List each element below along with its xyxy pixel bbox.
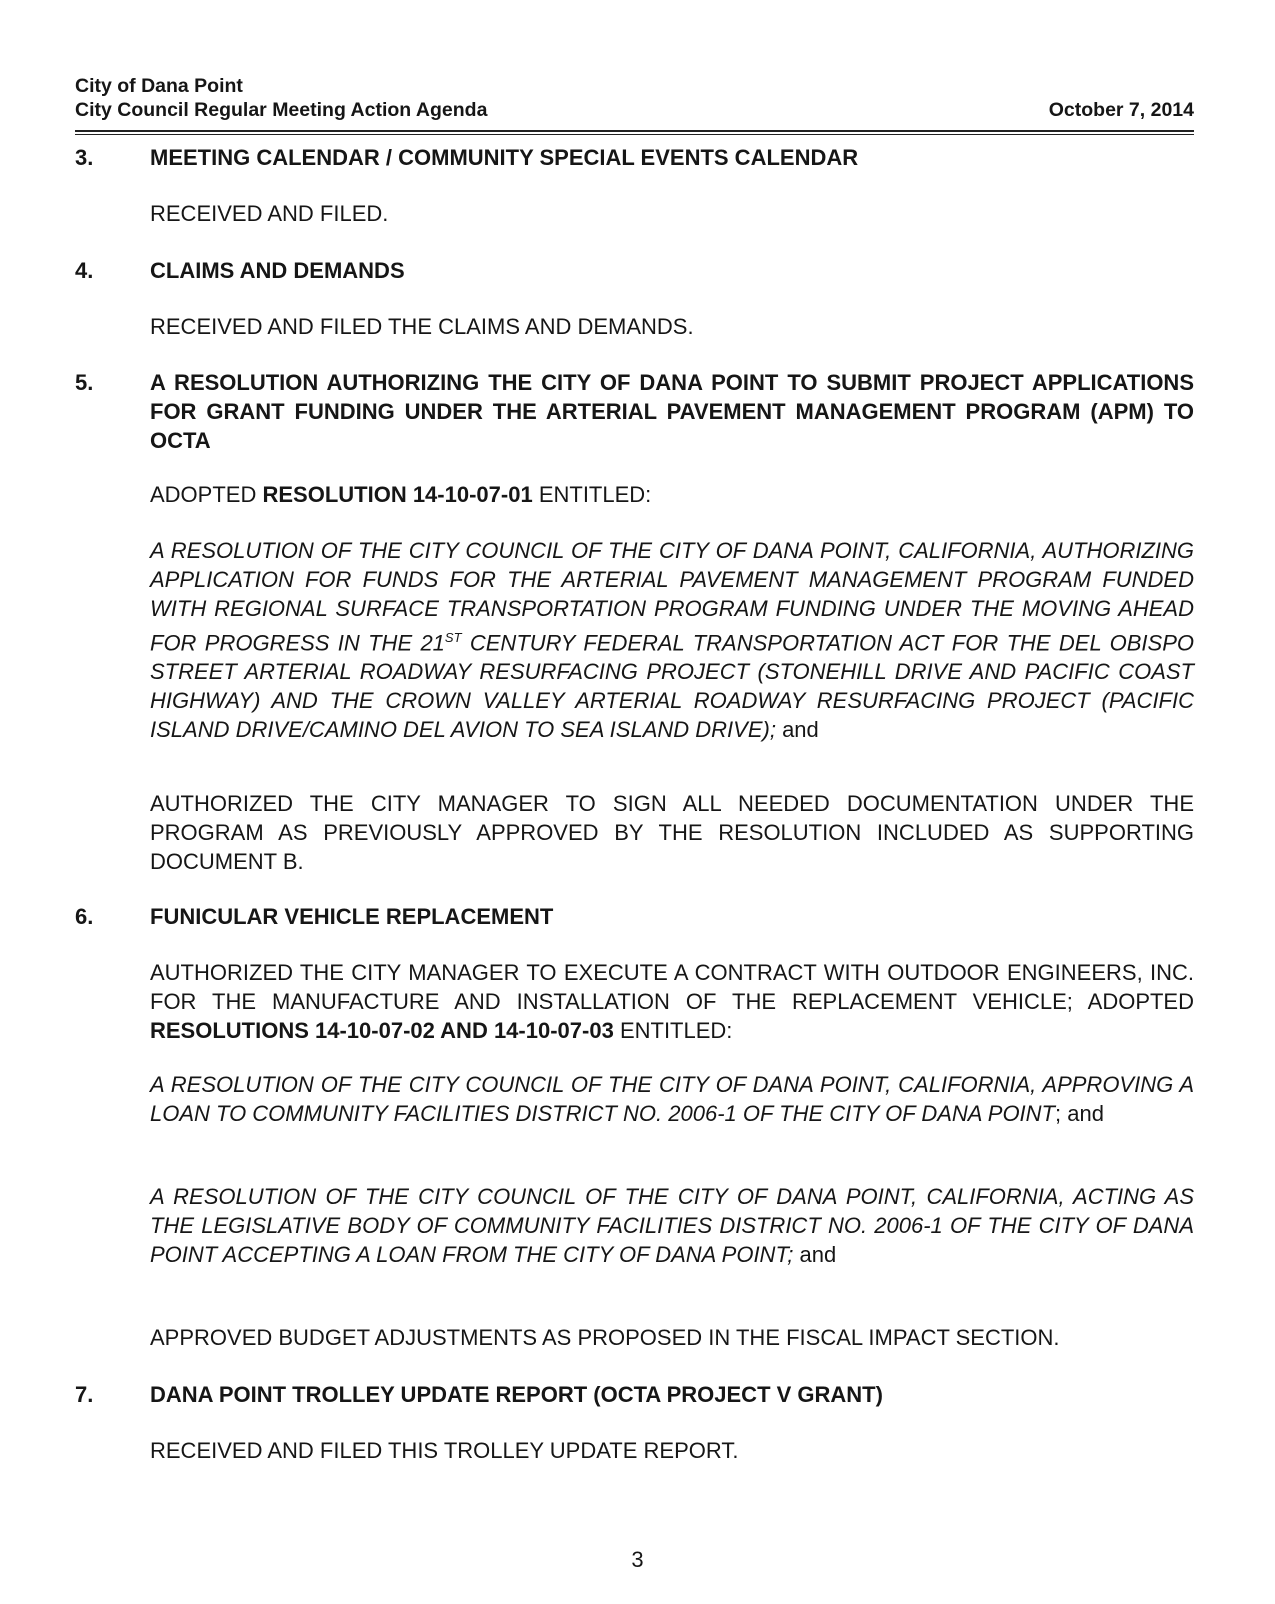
resolution-numbers: RESOLUTIONS 14-10-07-02 AND 14-10-07-03 xyxy=(150,1018,614,1043)
item-budget-6: APPROVED BUDGET ADJUSTMENTS AS PROPOSED IN THE FISCAL IMPACT SECTION. xyxy=(150,1325,1060,1350)
ordinal-suffix: ST xyxy=(444,630,462,645)
resolution-title-2 xyxy=(150,1182,1194,1269)
header-rule-thin xyxy=(75,134,1194,135)
item-action-6 xyxy=(150,958,1194,1045)
header-org: City of Dana Point xyxy=(75,75,243,97)
header-title: City Council Regular Meeting Action Agenda xyxy=(75,99,488,121)
item-title-3: MEETING CALENDAR / COMMUNITY SPECIAL EVENTS CALENDAR xyxy=(150,145,859,170)
item-action-5 xyxy=(150,480,1194,509)
header-date: October 7, 2014 xyxy=(1048,99,1194,121)
item-title-7: DANA POINT TROLLEY UPDATE REPORT (OCTA PROJECT V GRANT) xyxy=(150,1382,883,1407)
action-suffix: ENTITLED: xyxy=(538,482,652,507)
item-number-6: 6. xyxy=(75,904,94,929)
item-title-4: CLAIMS AND DEMANDS xyxy=(150,258,405,283)
resolution-number: RESOLUTION 14-10-07-01 xyxy=(262,482,533,507)
action-prefix: AUTHORIZED THE CITY MANAGER TO EXECUTE A CONTRACT WITH OUTDOOR ENGINEERS, INC. FOR THE MANUFACTURE AND INSTALLATION OF THE REPLACEMENT VEHICLE; ADOPTED xyxy=(150,960,1194,1014)
page-header xyxy=(75,74,1194,122)
resolution-text-part2: CENTURY FEDERAL TRANSPORTATION ACT FOR THE DEL OBISPO STREET ARTERIAL ROADWAY RESURFACING PROJECT (STONEHILL DRIVE AND PACIFIC COAST HIGHWAY) AND THE CROWN VALLEY ARTERIAL ROADWAY RESURFACING PROJECT (PACIFIC ISLAND DRIVE/CAMINO DEL AVION TO SEA ISLAND DRIVE); xyxy=(150,630,1194,743)
item-number-3: 3. xyxy=(75,145,94,170)
item-title-5: A RESOLUTION AUTHORIZING THE CITY OF DANA POINT TO SUBMIT PROJECT APPLICATIONS FOR GRANT FUNDING UNDER THE ARTERIAL PAVEMENT MANAGEMENT PROGRAM (APM) TO OCTA xyxy=(150,370,1194,453)
conjunction-and: and xyxy=(782,717,819,743)
item-number-5: 5. xyxy=(75,370,94,395)
item-title-6: FUNICULAR VEHICLE REPLACEMENT xyxy=(150,904,554,929)
conjunction-and: ; and xyxy=(1055,1101,1104,1126)
item-action-3: RECEIVED AND FILED. xyxy=(150,201,389,226)
item-action-4: RECEIVED AND FILED THE CLAIMS AND DEMANDS. xyxy=(150,314,694,339)
item-number-4: 4. xyxy=(75,258,94,283)
conjunction-and: and xyxy=(799,1242,837,1267)
resolution-text: A RESOLUTION OF THE CITY COUNCIL OF THE CITY OF DANA POINT, CALIFORNIA, APPROVING A LOAN TO COMMUNITY FACILITIES DISTRICT NO. 2006-1 OF THE CITY OF DANA POINT xyxy=(150,1072,1194,1126)
resolution-title xyxy=(150,536,1194,744)
resolution-title-1 xyxy=(150,1070,1194,1128)
resolution-text-part1: A RESOLUTION OF THE CITY COUNCIL OF THE CITY OF DANA POINT, CALIFORNIA, AUTHORIZING APPLICATION FOR FUNDS FOR THE ARTERIAL PAVEMENT MANAGEMENT PROGRAM FUNDED WITH REGIONAL SURFACE TRANSPORTATION PROGRAM FUNDING UNDER THE MOVING AHEAD FOR PROGRESS IN THE 21 xyxy=(150,538,1194,656)
item-number-7: 7. xyxy=(75,1382,94,1407)
action-prefix: ADOPTED xyxy=(150,482,257,507)
item-authorization-5: AUTHORIZED THE CITY MANAGER TO SIGN ALL NEEDED DOCUMENTATION UNDER THE PROGRAM AS PREVIOUSLY APPROVED BY THE RESOLUTION INCLUDED AS SUPPORTING DOCUMENT B. xyxy=(150,791,1194,874)
page-number: 3 xyxy=(631,1547,644,1572)
item-action-7: RECEIVED AND FILED THIS TROLLEY UPDATE REPORT. xyxy=(150,1438,739,1463)
header-rule xyxy=(75,130,1194,132)
resolution-text: A RESOLUTION OF THE CITY COUNCIL OF THE CITY OF DANA POINT, CALIFORNIA, ACTING AS THE LEGISLATIVE BODY OF COMMUNITY FACILITIES DISTRICT NO. 2006-1 OF THE CITY OF DANA POINT ACCEPTING A LOAN FROM THE CITY OF DANA POINT; xyxy=(150,1184,1194,1267)
action-suffix: ENTITLED: xyxy=(619,1018,733,1043)
